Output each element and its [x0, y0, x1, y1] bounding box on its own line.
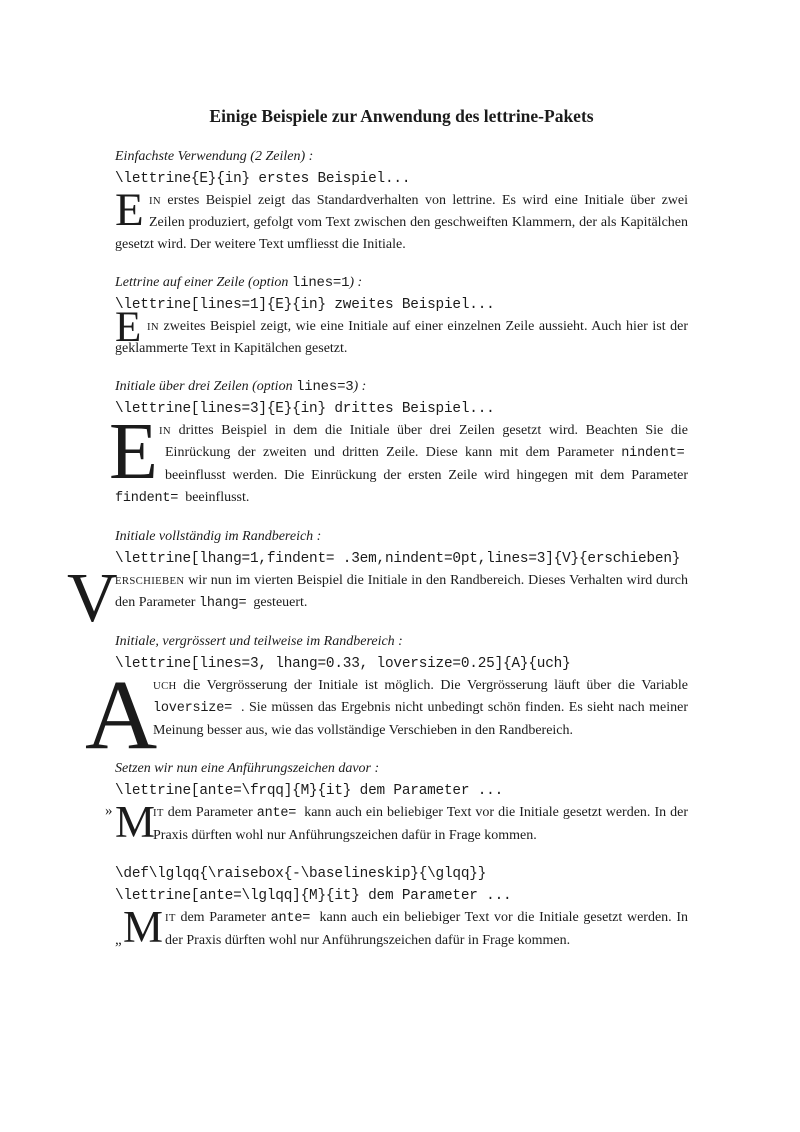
text-segment: ante= [256, 806, 297, 821]
text-segment: lines=3 [296, 379, 354, 395]
drop-cap: V [67, 560, 118, 637]
text-segment: Initiale über drei Zeilen (option [115, 379, 297, 394]
drop-cap: E [115, 304, 142, 351]
section-heading [115, 758, 688, 780]
section-heading [115, 146, 688, 168]
text-segment: UCH [153, 680, 177, 692]
section-heading [115, 272, 688, 294]
example-section [115, 272, 688, 360]
latex-code-line: \lettrine{E}{in} erstes Beispiel... [115, 171, 411, 187]
text-segment: kann auch ein beliebiger Text vor die Initiale gesetzt werden. In der Praxis dürften wohl nur Anführungszeichen dafür in Frage kommen. [165, 910, 688, 948]
example-paragraph [115, 902, 688, 952]
latex-code-line: \lettrine[ante=\lglqq]{M}{it} dem Parameter ... [115, 888, 512, 904]
text-segment: dem Parameter [163, 805, 257, 820]
text-segment: Setzen wir nun eine Anführungszeichen davor : [115, 761, 380, 776]
text-segment: ) : [353, 379, 367, 394]
text-segment: ERSCHIEBEN [115, 575, 185, 587]
text-segment: loversize= [153, 701, 233, 716]
latex-code-line: \def\lglqq{\raisebox{-\baselineskip}{\glqq}} [115, 866, 487, 882]
latex-code-line: \lettrine[lines=1]{E}{in} zweites Beispiel... [115, 297, 495, 313]
text-segment: lhang= [198, 596, 247, 611]
text-segment: die Vergrösserung der Initiale ist möglich. Die Vergrösserung läuft über die Variable [176, 678, 688, 693]
text-segment: IN [147, 321, 159, 333]
section-heading [115, 526, 688, 548]
example-section [105, 758, 688, 847]
drop-cap-box [115, 304, 147, 351]
page-title: Einige Beispiele zur Anwendung des lettrine-Pakets [209, 106, 594, 126]
text-segment: IT [153, 807, 164, 819]
drop-cap: E [115, 184, 144, 236]
section-heading [115, 376, 688, 398]
drop-cap: A [85, 659, 158, 770]
text-segment: IT [165, 912, 176, 924]
text-segment: Einfachste Verwendung (2 Zeilen) : [115, 149, 314, 164]
text-segment: IN [159, 425, 171, 437]
text-segment: kann auch ein beliebiger Text vor die Initiale gesetzt werden. In der Praxis dürften wohl nur Anführungszeichen dafür in Frage kommen. [153, 805, 688, 843]
text-segment: . Sie müssen das Ergebnis nicht unbedingt schön finden. Es sieht nach meiner Meinung besser aus, wie das vollständige Verschieben in den Randbereich. [153, 700, 688, 738]
example-paragraph [105, 797, 688, 847]
drop-cap: M [123, 902, 164, 952]
drop-cap-box [105, 797, 156, 847]
example-section [109, 376, 688, 510]
text-segment: ) : [349, 275, 363, 290]
drop-cap-box [115, 902, 165, 952]
latex-code-line: \lettrine[lhang=1,findent= .3em,nindent=0pt,lines=3]{V}{erschieben} [115, 551, 681, 567]
example-paragraph [115, 184, 688, 256]
text-segment: gesteuert. [246, 595, 308, 610]
section-heading [115, 631, 688, 653]
text-segment: Lettrine auf einer Zeile (option [115, 275, 292, 290]
text-segment: beeinflusst werden. Die Einrückung der ersten Zeile wird hingegen mit dem Parameter [165, 445, 688, 483]
ante-quote: » [105, 803, 113, 819]
text-segment: beeinflusst. [178, 490, 250, 505]
sections [67, 146, 688, 952]
drop-cap-box [85, 659, 158, 770]
text-segment: zweites Beispiel zeigt, wie eine Initiale auf einer einzelnen Zeile aussieht. Auch hier ist der geklammerte Text in Kapitälchen gesetzt. [115, 319, 688, 356]
text-segment: nindent= [621, 446, 685, 461]
latex-code-line: \lettrine[ante=\frqq]{M}{it} dem Parameter ... [115, 783, 504, 799]
text-segment: lines=1 [291, 275, 350, 291]
example-paragraph [67, 560, 688, 637]
drop-cap: E [109, 408, 158, 496]
text-segment: ante= [270, 911, 311, 926]
ante-quote: „ [115, 932, 122, 948]
drop-cap-box [109, 408, 165, 496]
text-segment: Initiale vollständig im Randbereich : [115, 529, 322, 544]
example-section [67, 526, 688, 637]
text-segment: IN [149, 195, 161, 207]
drop-cap: M [115, 797, 156, 847]
latex-code-line: \lettrine[lines=3]{E}{in} drittes Beispiel... [115, 401, 495, 417]
text-segment: wir nun im vierten Beispiel die Initiale in den Randbereich. Dieses Verhalten wird durch den Parameter [115, 573, 688, 610]
example-section [115, 863, 688, 952]
example-section [115, 146, 688, 256]
latex-code-line: \lettrine[lines=3, lhang=0.33, loversize=0.25]{A}{uch} [115, 656, 571, 672]
text-segment: erstes Beispiel zeigt das Standardverhalten von lettrine. Es wird eine Initiale über zwei Zeilen produziert, gefolgt vom Text zwischen den geschweiften Klammern, der als Kapitälchen gesetzt wird. Der weitere Text umfliesst die Initiale. [115, 193, 688, 252]
drop-cap-box [115, 184, 149, 236]
text-segment: Initiale, vergrössert und teilweise im Randbereich : [115, 634, 403, 649]
text-segment: findent= [115, 491, 179, 506]
text-segment: dem Parameter [175, 910, 271, 925]
text-segment: drittes Beispiel in dem die Initiale über drei Zeilen gesetzt wird. Beachten Sie die Einrückung der zweiten und dritten Zeile. Diese kann mit dem Parameter [165, 423, 688, 460]
